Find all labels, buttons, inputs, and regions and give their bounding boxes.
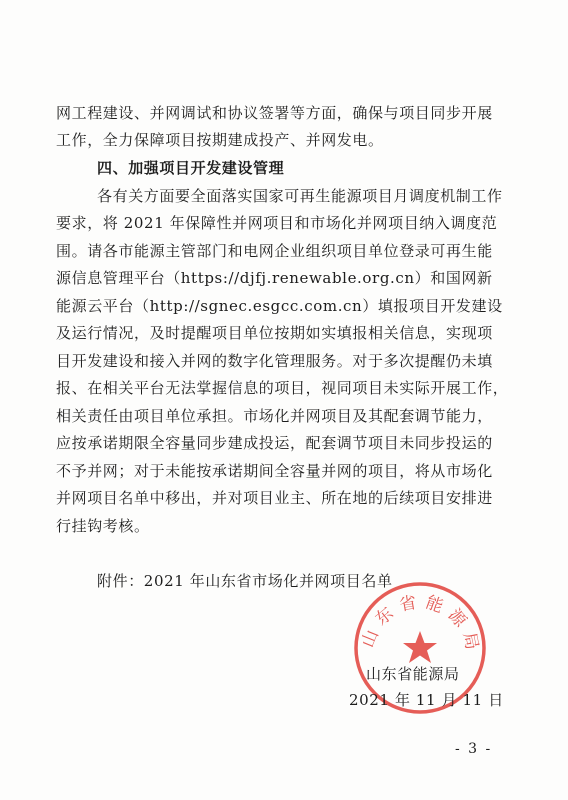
paragraph-line: 网工程建设、并网调试和协议签署等方面，确保与项目同步开展 (56, 104, 493, 122)
paragraph-line: 各有关方面要全面落实国家可再生能源项目月调度机制工作 (97, 187, 503, 205)
paragraph-line: 工作，全力保障项目按期建成投产、并网发电。 (56, 131, 384, 149)
signer-name: 山东省能源局 (366, 665, 460, 683)
page-number: - 3 - (455, 741, 493, 757)
paragraph-line: 及运行情况，及时提醒项目单位按期如实填报相关信息，实现项 (56, 324, 493, 342)
section-heading: 四、加强项目开发建设管理 (97, 159, 285, 177)
paragraph-line: 源信息管理平台（https://djfj.renewable.org.cn）和国网新 (56, 269, 493, 287)
paragraph-line: 并网项目名单中移出，并对项目业主、所在地的后续项目安排进 (56, 489, 493, 507)
paragraph-line: 相关责任由项目单位承担。市场化并网项目及其配套调节能力， (56, 407, 493, 425)
attachment-note: 附件：2021 年山东省市场化并网项目名单 (97, 572, 393, 590)
paragraph-line: 目开发建设和接入并网的数字化管理服务。对于多次提醒仍未填 (56, 352, 493, 370)
paragraph-line: 行挂钩考核。 (56, 517, 150, 535)
paragraph-line: 能源云平台（http://sgnec.esgcc.com.cn）填报项目开发建设 (56, 297, 503, 315)
paragraph-line: 围。请各市能源主管部门和电网企业组织项目单位登录可再生能 (56, 242, 493, 260)
paragraph-line: 应按承诺期限全容量同步建成投运，配套调节项目未同步投运的 (56, 434, 493, 452)
paragraph-line: 报、在相关平台无法掌握信息的项目，视同项目未实际开展工作， (56, 379, 509, 397)
paragraph-line: 要求，将 2021 年保障性并网项目和市场化并网项目纳入调度范 (56, 214, 498, 232)
svg-text:山东省能源局: 山东省能源局 (357, 591, 484, 659)
document-date: 2021 年 11 月 11 日 (349, 691, 504, 709)
paragraph-line: 不予并网；对于未能按承诺期间全容量并网的项目，将从市场化 (56, 462, 493, 480)
